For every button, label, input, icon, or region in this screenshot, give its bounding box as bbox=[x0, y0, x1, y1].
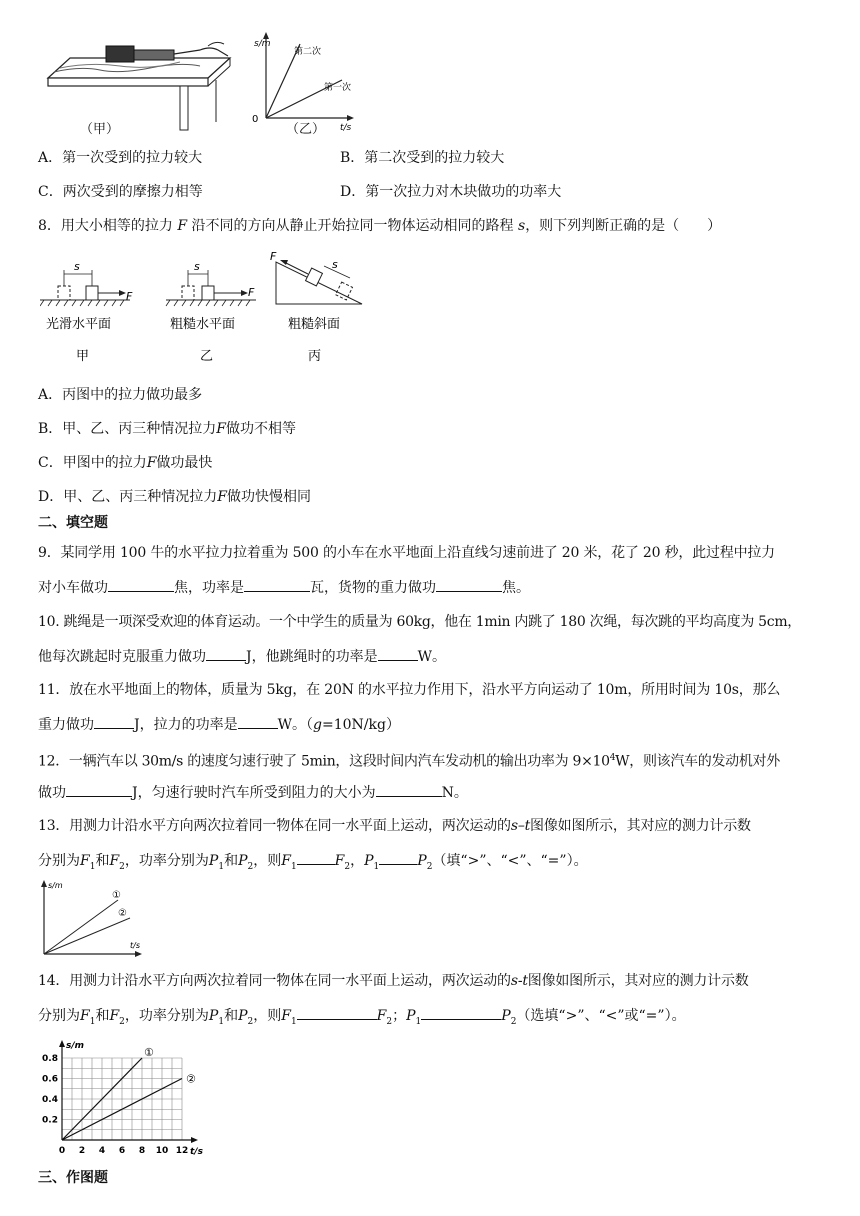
x-tick-label: 8 bbox=[138, 1146, 146, 1156]
q10-blank-1[interactable] bbox=[206, 646, 246, 661]
q10-line1: 10. 跳绳是一项深受欢迎的体育运动。一个中学生的质量为 60kg，他在 1min 内跳了 180 次绳，每次跳的平均高度为 5cm， bbox=[38, 614, 801, 630]
q13-blank-1[interactable] bbox=[297, 850, 335, 865]
q9-line2: 对小车做功 焦，功率是 瓦，货物的重力做功 焦。 bbox=[38, 577, 530, 598]
q14-line1: 14．用测力计沿水平方向两次拉着同一物体在同一水平面上运动，两次运动的s-t图像如图所示，其对应的测力计示数 bbox=[38, 973, 749, 989]
q8-stem-a: 8．用大小相等的拉力 bbox=[38, 218, 173, 234]
fig7-origin: 0 bbox=[252, 114, 259, 125]
fig7-label-first: 第一次 bbox=[324, 83, 352, 93]
q14-line2: 分别为$F_1$和$F_2$，功率分别为$P_1$和$P_2$，则$F_1$ $F_2$；$P_1$ $P_2$（选填“>”、“<”或“=”）。 bbox=[38, 1005, 686, 1032]
q14-st-chart bbox=[40, 1040, 210, 1158]
q8-fig-bing bbox=[270, 250, 362, 304]
q7-option-a: A．第一次受到的拉力较大 bbox=[38, 150, 203, 166]
section-drawing: 三、作图题 bbox=[38, 1170, 108, 1186]
q8-surface-bing: 粗糙斜面 bbox=[288, 317, 341, 332]
series-label-2: ② bbox=[186, 1072, 196, 1086]
x-axis-label: t/s bbox=[190, 1147, 203, 1157]
q11-line2: 重力做功 J，拉力的功率是 W。（g=10N/kg） bbox=[38, 714, 400, 735]
fig7-caption-jia: （甲） bbox=[80, 122, 120, 137]
q11-blank-1[interactable] bbox=[94, 714, 134, 729]
y-tick-label: 0.4 bbox=[42, 1095, 58, 1105]
q12-blank-1[interactable] bbox=[66, 782, 132, 797]
q8-surface-yi: 粗糙水平面 bbox=[170, 317, 236, 332]
q8-stem-c: ，则下列判断正确的是（ ） bbox=[525, 218, 722, 234]
q12-blank-2[interactable] bbox=[376, 782, 442, 797]
svg-text:F: F bbox=[248, 286, 255, 299]
fig7-axis-x: t/s bbox=[340, 123, 352, 133]
x-tick-label: 6 bbox=[118, 1146, 126, 1156]
y-tick-label: 0.6 bbox=[42, 1074, 58, 1085]
q8-stem-b: 沿不同的方向从静止开始拉同一物体运动相同的路程 bbox=[191, 218, 514, 234]
q8-option-c: C．甲图中的拉力F做功最快 bbox=[38, 455, 213, 471]
x-axis-arrow bbox=[191, 1137, 198, 1143]
svg-text:①: ① bbox=[112, 890, 121, 901]
svg-text:F: F bbox=[126, 290, 133, 303]
svg-text:s: s bbox=[74, 260, 80, 273]
svg-text:F: F bbox=[270, 250, 277, 263]
fig7-label-second: 第二次 bbox=[294, 47, 322, 57]
q9-blank-3[interactable] bbox=[436, 577, 502, 592]
q12-line2: 做功 J，匀速行驶时汽车所受到阻力的大小为 N。 bbox=[38, 782, 468, 803]
q9-line1: 9．某同学用 100 牛的水平拉力拉着重为 500 的小车在水平地面上沿直线匀速前进了 20 米，花了 20 秒，此过程中拉力 bbox=[38, 545, 775, 561]
q8-stem bbox=[38, 216, 721, 236]
q8-symbol-f: F bbox=[177, 218, 188, 234]
series-label-1: ① bbox=[144, 1046, 154, 1059]
svg-text:s: s bbox=[332, 258, 338, 271]
svg-text:s/m: s/m bbox=[48, 881, 63, 890]
y-tick-label: 0.8 bbox=[42, 1054, 58, 1064]
q14-chart-svg bbox=[40, 1040, 210, 1158]
q9-blank-1[interactable] bbox=[108, 577, 174, 592]
q14-blank-1[interactable] bbox=[297, 1005, 377, 1020]
q11-blank-2[interactable] bbox=[238, 714, 278, 729]
svg-text:s: s bbox=[194, 260, 200, 273]
q13-line2: 分别为$F_1$和$F_2$，功率分别为$P_1$和$P_2$，则$F_1$ $F_2$，$P_1$ $P_2$（填“>”、“<”、“=”）。 bbox=[38, 850, 588, 877]
q10-blank-2[interactable] bbox=[378, 646, 418, 661]
q8-fig-jia bbox=[40, 260, 133, 306]
y-tick-label: 0.2 bbox=[42, 1115, 58, 1126]
q7-option-c: C．两次受到的摩擦力相等 bbox=[38, 184, 203, 200]
x-tick-label: 10 bbox=[155, 1146, 169, 1156]
x-tick-label: 12 bbox=[175, 1146, 189, 1156]
y-axis-arrow bbox=[59, 1040, 65, 1047]
svg-text:t/s: t/s bbox=[130, 941, 140, 950]
q13-line1: 13．用测力计沿水平方向两次拉着同一物体在同一水平面上运动，两次运动的s–t图像如图所示，其对应的测力计示数 bbox=[38, 818, 751, 834]
q8-figures bbox=[40, 248, 370, 368]
q8-option-a: A．丙图中的拉力做功最多 bbox=[38, 387, 203, 403]
q10-line2: 他每次跳起时克服重力做功 J，他跳绳时的功率是 W。 bbox=[38, 646, 446, 667]
x-tick-label: 4 bbox=[98, 1146, 106, 1156]
y-axis-label: s/m bbox=[66, 1041, 85, 1051]
x-tick-label: 2 bbox=[78, 1146, 86, 1156]
fig7-jia bbox=[40, 36, 240, 136]
q8-option-d: D．甲、乙、丙三种情况拉力F做功快慢相同 bbox=[38, 489, 311, 505]
fig7-caption-yi: （乙） bbox=[286, 122, 326, 137]
x-tick-label: 0 bbox=[58, 1146, 66, 1156]
q8-symbol-s: s bbox=[518, 218, 526, 234]
q7-option-b: B．第二次受到的拉力较大 bbox=[340, 150, 505, 166]
q8-name-yi: 乙 bbox=[200, 349, 214, 364]
fig7-axis-y: s/m bbox=[254, 39, 271, 49]
svg-text:②: ② bbox=[118, 908, 127, 919]
q13-st-graph bbox=[38, 878, 148, 960]
q8-fig-yi bbox=[166, 260, 256, 306]
q8-name-bing: 丙 bbox=[308, 349, 322, 364]
q12-line1: 12．一辆汽车以 30m/s 的速度匀速行驶了 5min，这段时间内汽车发动机的输出功率为 $9\times 10^4W$，则该汽车的发动机对外 bbox=[38, 753, 780, 770]
q7-option-d: D．第一次拉力对木块做功的功率大 bbox=[340, 184, 562, 200]
q8-name-jia: 甲 bbox=[76, 349, 90, 364]
q14-blank-2[interactable] bbox=[421, 1005, 501, 1020]
section-fill-in: 二、填空题 bbox=[38, 515, 108, 531]
q11-line1: 11．放在水平地面上的物体，质量为 5kg，在 20N 的水平拉力作用下，沿水平方向运动了 10m，所用时间为 10s，那么 bbox=[38, 682, 781, 698]
q8-surface-jia: 光滑水平面 bbox=[46, 317, 112, 332]
q9-blank-2[interactable] bbox=[244, 577, 310, 592]
q13-blank-2[interactable] bbox=[379, 850, 417, 865]
table-block-illustration bbox=[40, 36, 240, 136]
q8-option-b: B．甲、乙、丙三种情况拉力F做功不相等 bbox=[38, 421, 297, 437]
